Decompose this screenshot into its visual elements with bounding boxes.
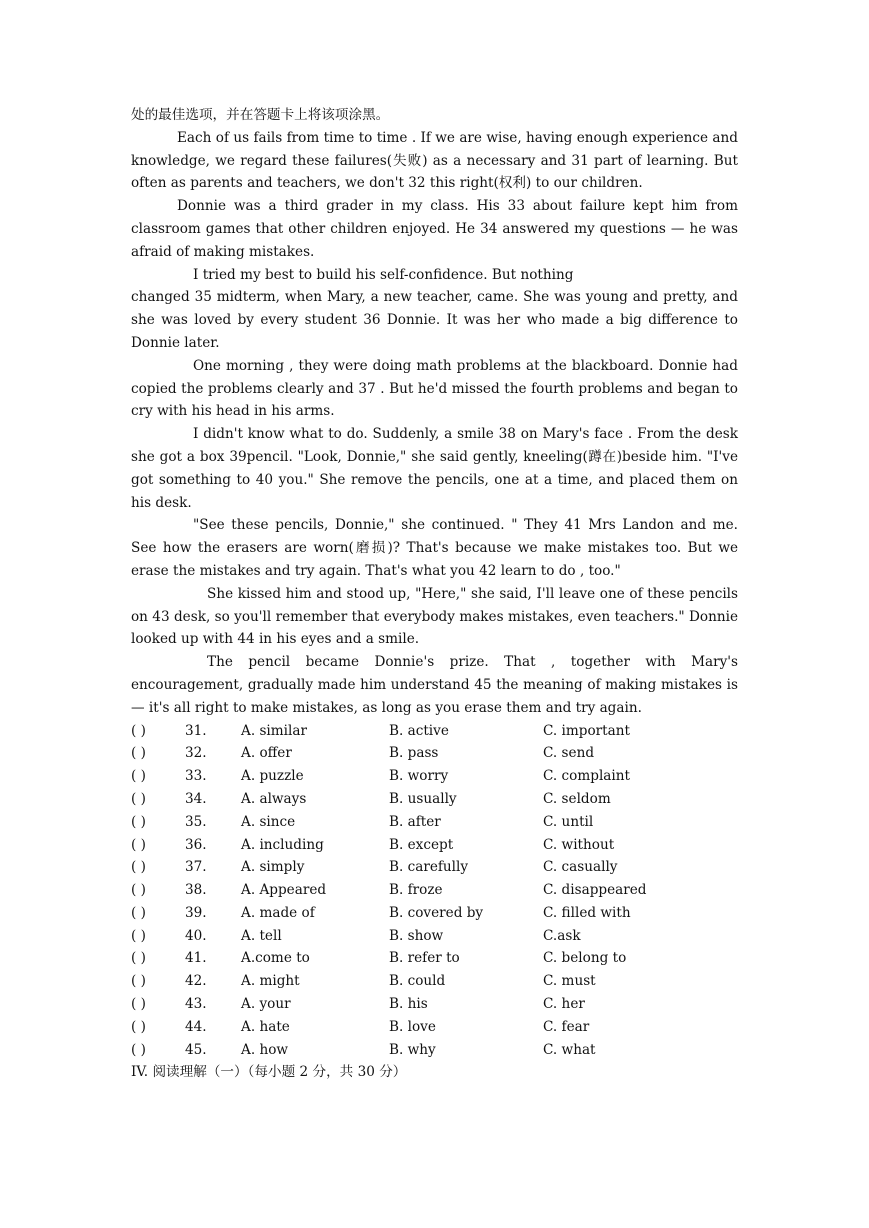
option-a: A.come to	[241, 950, 310, 967]
question-row	[131, 1016, 738, 1039]
section-heading: IV. 阅读理解（一）（每小题 2 分，共 30 分）	[131, 1064, 407, 1081]
question-row	[131, 811, 738, 834]
question-number: 34.	[185, 790, 207, 807]
option-a: A. including	[241, 836, 324, 853]
option-a: A. might	[241, 973, 300, 990]
passage-paragraph-1: Each of us fails from time to time . If we are wise, having enough experience and knowledge, we regard these failures(失败) as a necessary and 31 part of learning. But often as parents and teachers, we don't 32 this right(权利) to our children.	[131, 129, 738, 192]
instruction-tail: 处的最佳选项，并在答题卡上将该项涂黑。	[131, 107, 390, 123]
option-b: B. worry	[389, 768, 449, 785]
option-b: B. covered by	[389, 904, 484, 921]
option-b: B. carefully	[389, 859, 469, 876]
answer-blank: ( )	[131, 745, 146, 762]
document-page	[131, 104, 738, 1084]
option-a: A. since	[241, 813, 296, 830]
question-number: 40.	[185, 927, 207, 944]
option-a: A. Appeared	[241, 882, 327, 899]
option-a: A. your	[241, 996, 291, 1013]
question-number: 33.	[185, 768, 207, 785]
question-row	[131, 788, 738, 811]
option-b: B. except	[389, 836, 454, 853]
option-c: C. without	[543, 836, 615, 853]
option-b: B. froze	[389, 882, 443, 899]
question-number: 43.	[185, 996, 207, 1013]
question-number: 36.	[185, 836, 207, 853]
option-b: B. refer to	[389, 950, 460, 967]
question-row	[131, 879, 738, 902]
answer-blank: ( )	[131, 996, 146, 1013]
answer-blank: ( )	[131, 1018, 146, 1035]
answer-blank: ( )	[131, 836, 146, 853]
answer-blank: ( )	[131, 927, 146, 944]
option-b: B. show	[389, 927, 444, 944]
question-row	[131, 1039, 738, 1062]
question-row	[131, 902, 738, 925]
answer-blank: ( )	[131, 882, 146, 899]
question-row	[131, 993, 738, 1016]
passage-paragraph-5: I didn't know what to do. Suddenly, a smile 38 on Mary's face . From the desk she got a box 39pencil. "Look, Donnie," she said gently, kneeling(蹲在)beside him. "I've got something to 40 you." She remove the pencils, one at a time, and placed them on his desk.	[131, 426, 738, 511]
passage-paragraph-4: One morning , they were doing math problems at the blackboard. Donnie had copied the problems clearly and 37 . But he'd missed the fourth problems and began to cry with his head in his arms.	[131, 357, 738, 420]
option-c: C. complaint	[543, 768, 630, 785]
option-c: C. seldom	[543, 790, 611, 807]
answer-blank: ( )	[131, 1041, 146, 1058]
passage-paragraph-3: changed 35 midterm, when Mary, a new teacher, came. She was young and pretty, and she was loved by every student 36 Donnie. It was her who made a big difference to Donnie later.	[131, 289, 738, 351]
option-a: A. simply	[241, 859, 305, 876]
passage-paragraph-6: "See these pencils, Donnie," she continued. " They 41 Mrs Landon and me. See how the erasers are worn(磨损)? That's because we make mistakes too. But we erase the mistakes and try again. That's what you 42 learn to do , too."	[131, 517, 738, 579]
passage-paragraph-2: Donnie was a third grader in my class. His 33 about failure kept him from classroom games that other children enjoyed. He 34 answered my questions — he was afraid of making mistakes.	[131, 198, 738, 260]
option-c: C. disappeared	[543, 882, 647, 899]
option-a: A. always	[241, 790, 307, 807]
question-row	[131, 834, 738, 857]
option-c: C. must	[543, 973, 596, 990]
question-row	[131, 742, 738, 765]
option-b: B. his	[389, 996, 428, 1013]
answer-blank: ( )	[131, 950, 146, 967]
question-number: 35.	[185, 813, 207, 830]
question-row	[131, 765, 738, 788]
option-c: C. fear	[543, 1018, 590, 1035]
question-number: 31.	[185, 722, 207, 739]
question-number: 45.	[185, 1041, 207, 1058]
answer-blank: ( )	[131, 859, 146, 876]
option-a: A. puzzle	[241, 768, 304, 785]
option-a: A. similar	[241, 722, 307, 739]
question-number: 42.	[185, 973, 207, 990]
option-c: C. until	[543, 813, 594, 830]
option-c: C. what	[543, 1041, 596, 1058]
answer-blank: ( )	[131, 768, 146, 785]
option-b: B. why	[389, 1041, 436, 1058]
option-a: A. made of	[241, 904, 315, 921]
question-number: 44.	[185, 1018, 207, 1035]
option-a: A. how	[241, 1041, 289, 1058]
option-a: A. tell	[241, 927, 282, 944]
option-b: B. after	[389, 813, 441, 830]
option-b: B. usually	[389, 790, 457, 807]
option-b: B. love	[389, 1018, 436, 1035]
question-row	[131, 947, 738, 970]
question-number: 38.	[185, 882, 207, 899]
answer-blank: ( )	[131, 904, 146, 921]
question-number: 32.	[185, 745, 207, 762]
option-c: C. send	[543, 745, 595, 762]
option-c: C. her	[543, 996, 585, 1013]
passage-paragraph-7: She kissed him and stood up, "Here," she said, I'll leave one of these pencils on 43 desk, so you'll remember that everybody makes mistakes, even teachers." Donnie looked up with 44 in his eyes and a smile.	[131, 585, 738, 648]
answer-blank: ( )	[131, 722, 146, 739]
question-row	[131, 720, 738, 743]
option-b: B. pass	[389, 745, 439, 762]
question-list	[131, 720, 738, 1062]
option-c: C. belong to	[543, 950, 627, 967]
question-row	[131, 925, 738, 948]
option-c: C. filled with	[543, 904, 631, 921]
passage-paragraph-3-first-line: I tried my best to build his self-confidence. But nothing	[193, 266, 574, 283]
question-number: 41.	[185, 950, 207, 967]
option-c: C.ask	[543, 927, 581, 944]
passage-paragraph-8: The pencil became Donnie's prize. That , together with Mary's encouragement, gradually made him understand 45 the meaning of making mistakes is — it's all right to make mistakes, as long as you erase them and try again.	[131, 654, 738, 716]
question-number: 39.	[185, 904, 207, 921]
option-b: B. active	[389, 722, 449, 739]
option-b: B. could	[389, 973, 446, 990]
option-c: C. important	[543, 722, 630, 739]
option-a: A. hate	[241, 1018, 290, 1035]
question-number: 37.	[185, 859, 207, 876]
option-a: A. offer	[241, 745, 292, 762]
option-c: C. casually	[543, 859, 618, 876]
question-row	[131, 856, 738, 879]
question-row	[131, 970, 738, 993]
answer-blank: ( )	[131, 813, 146, 830]
answer-blank: ( )	[131, 973, 146, 990]
answer-blank: ( )	[131, 790, 146, 807]
